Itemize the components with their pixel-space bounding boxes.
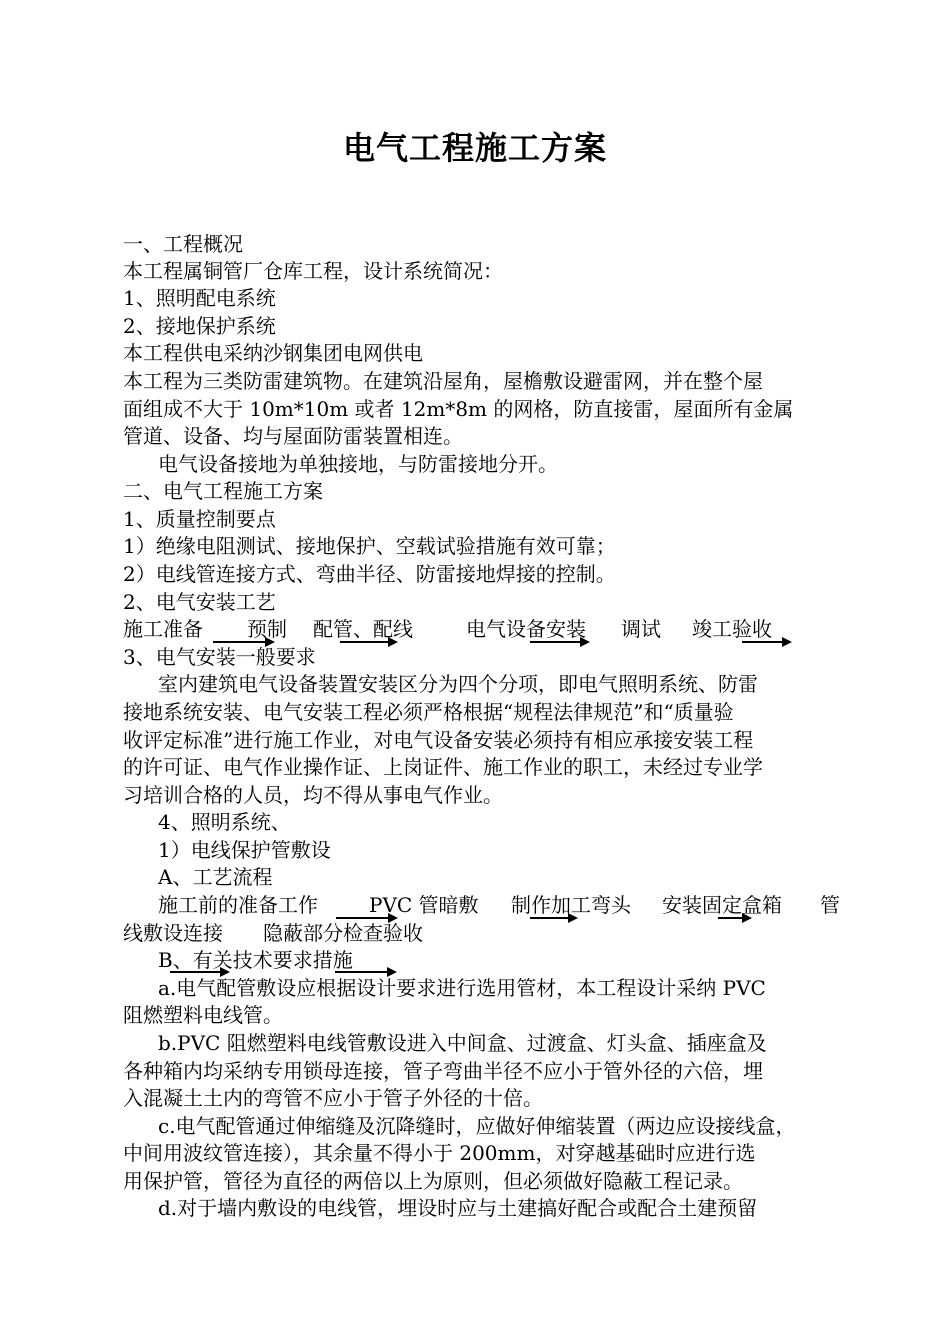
list-item: 1）绝缘电阻测试、接地保护、空载试验措施有效可靠； [123, 534, 616, 558]
document-title: 电气工程施工方案 [342, 129, 607, 167]
paragraph-line: c.电气配管通过伸缩缝及沉降缝时，应做好伸缩装置（两边应设接线盒， [158, 1114, 796, 1138]
paragraph-line: 本工程为三类防雷建筑物。在建筑沿屋角，屋檐敷设避雷网，并在整个屋 [123, 369, 763, 393]
paragraph-line: 面组成不大于 10m*10m 或者 12m*8m 的网格，防直接雷，屋面所有金属 [123, 397, 794, 421]
subsection-heading: 3、电气安装一般要求 [123, 645, 316, 669]
paragraph-line: 入混凝土土内的弯管不应小于管子外径的十倍。 [123, 1086, 543, 1110]
paragraph-line: 线敷设连接 隐蔽部分检查验收 [123, 921, 423, 945]
paragraph-line: 各种箱内均采纳专用锁母连接，管子弯曲半径不应小于管外径的六倍，埋 [123, 1059, 763, 1083]
list-item: 1、照明配电系统 [123, 286, 276, 310]
subsection-heading: 1、质量控制要点 [123, 507, 276, 531]
flow-step: 制作加工弯头 [511, 893, 631, 917]
paragraph-line: 本工程属铜管厂仓库工程，设计系统简况： [123, 259, 503, 283]
list-item: A、工艺流程 [158, 865, 273, 889]
paragraph-line: 用保护管，管径为直径的两倍以上为原则，但必须做好隐蔽工程记录。 [123, 1169, 743, 1193]
paragraph-line: 习培训合格的人员，均不得从事电气作业。 [123, 783, 503, 807]
paragraph-line: b.PVC 阻燃塑料电线管敷设进入中间盒、过渡盒、灯头盒、插座盒及 [158, 1031, 767, 1055]
subsection-heading: 4、照明系统、 [158, 810, 291, 834]
paragraph-line: 阻燃塑料电线管。 [123, 1003, 283, 1027]
paragraph-line: 的许可证、电气作业操作证、上岗证件、施工作业的职工，未经过专业学 [123, 755, 763, 779]
flow-step: 配管、配线 [313, 617, 413, 641]
list-item: 2、接地保护系统 [123, 314, 276, 338]
flow-step: 调试 [621, 617, 661, 641]
section-heading: 一、工程概况 [123, 232, 243, 256]
paragraph-line: 管道、设备、均与屋面防雷装置相连。 [123, 424, 463, 448]
flow-step: PVC 管暗敷 [369, 893, 479, 917]
paragraph-line: 室内建筑电气设备装置安装区分为四个分项，即电气照明系统、防雷 [158, 672, 758, 696]
list-item: 1）电线保护管敷设 [158, 838, 331, 862]
paragraph-line: 电气设备接地为单独接地，与防雷接地分开。 [158, 452, 558, 476]
flow-step: 管 [820, 893, 840, 917]
paragraph-line: 本工程供电采纳沙钢集团电网供电 [123, 341, 423, 365]
flow-step: 预制 [247, 617, 287, 641]
flow-step: 施工前的准备工作 [158, 893, 318, 917]
paragraph-line: 收评定标准”进行施工作业，对电气设备安装必须持有相应承接安装工程 [123, 728, 754, 752]
section-heading: 二、电气工程施工方案 [123, 479, 323, 503]
paragraph-line: 接地系统安装、电气安装工程必须严格根据“规程法律规范”和“质量验 [123, 700, 734, 724]
subsection-heading: 2、电气安装工艺 [123, 590, 276, 614]
list-item: 2）电线管连接方式、弯曲半径、防雷接地焊接的控制。 [123, 562, 616, 586]
flow-step: 安装固定盒箱 [662, 893, 782, 917]
paragraph-line: d.对于墙内敷设的电线管，埋设时应与土建搞好配合或配合土建预留 [158, 1196, 758, 1220]
paragraph-line: a.电气配管敷设应根据设计要求进行选用管材，本工程设计采纳 PVC [158, 976, 766, 1000]
flow-step: 施工准备 [123, 617, 203, 641]
list-item: B、有关技术要求措施 [158, 948, 353, 972]
flow-step: 电气设备安装 [466, 617, 586, 641]
flow-step: 竣工验收 [692, 617, 772, 641]
paragraph-line: 中间用波纹管连接），其余量不得小于 200mm，对穿越基础时应进行选 [123, 1141, 756, 1165]
